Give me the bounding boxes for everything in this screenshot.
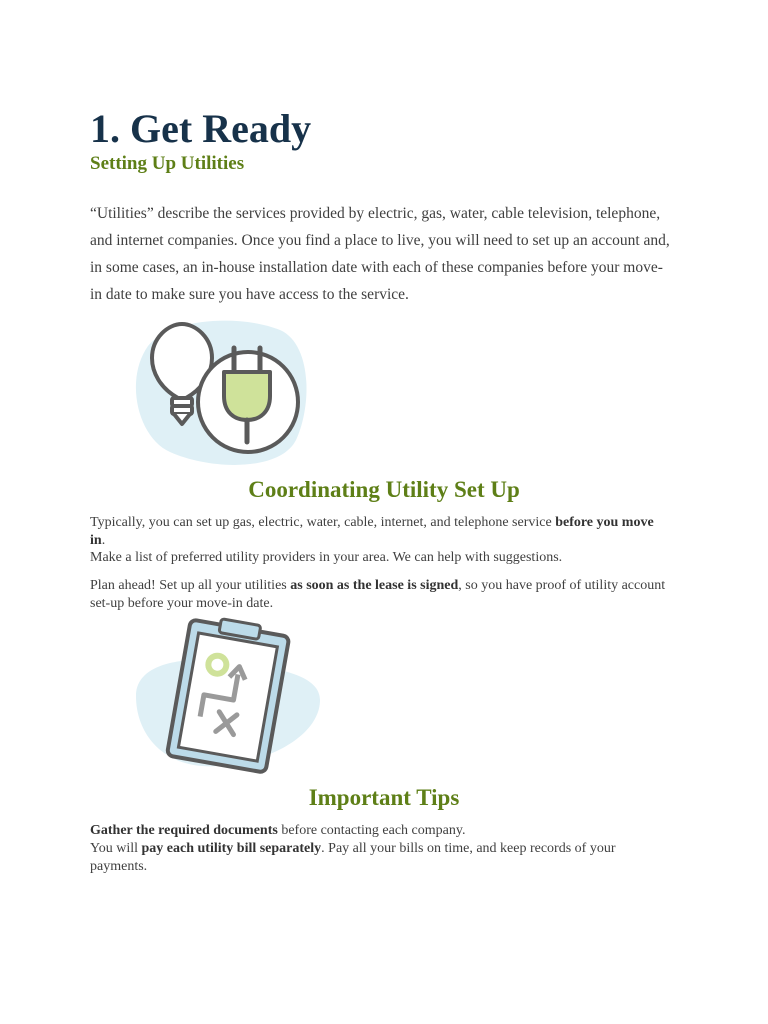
coordinating-paragraph-2: Make a list of preferred utility providers in your area. We can help with suggestions. bbox=[90, 550, 563, 565]
coordinating-heading: Coordinating Utility Set Up bbox=[248, 477, 520, 502]
bold-phrase: pay each utility bill separately bbox=[141, 841, 322, 856]
tips-paragraph-2 bbox=[90, 840, 670, 876]
page-subtitle: Setting Up Utilities bbox=[90, 153, 245, 174]
page-title: 1. Get Ready bbox=[90, 106, 312, 151]
coordinating-paragraph-1 bbox=[90, 514, 670, 550]
text-segment: . Pay all your bills on time, and keep records of your payments. bbox=[90, 841, 616, 874]
text-segment: You will bbox=[90, 841, 142, 856]
bold-phrase: Gather the required documents bbox=[90, 823, 278, 838]
utilities-illustration bbox=[130, 316, 310, 472]
tips-paragraph-1 bbox=[90, 822, 670, 840]
clipboard-illustration bbox=[122, 616, 332, 776]
intro-paragraph: “Utilities” describe the services provided by electric, gas, water, cable television, telephone, and internet companies. Once you find a place to live, you will need to set up an account and, in some cases, an in-house installation date with each of these companies before your move-in date to make sure you have access to the service. bbox=[90, 205, 670, 303]
text-segment: before contacting each company. bbox=[277, 823, 466, 838]
tips-heading: Important Tips bbox=[308, 785, 460, 810]
bold-phrase: before you move in bbox=[90, 515, 654, 548]
text-segment: Plan ahead! Set up all your utilities bbox=[90, 578, 291, 593]
bold-phrase: as soon as the lease is signed bbox=[290, 578, 459, 593]
text-segment: Typically, you can set up gas, electric, water, cable, internet, and telephone service bbox=[90, 515, 556, 530]
text-segment: , so you have proof of utility account set-up before your move-in date. bbox=[90, 578, 666, 611]
text-segment: . bbox=[101, 533, 106, 548]
coordinating-paragraph-3 bbox=[90, 577, 670, 613]
